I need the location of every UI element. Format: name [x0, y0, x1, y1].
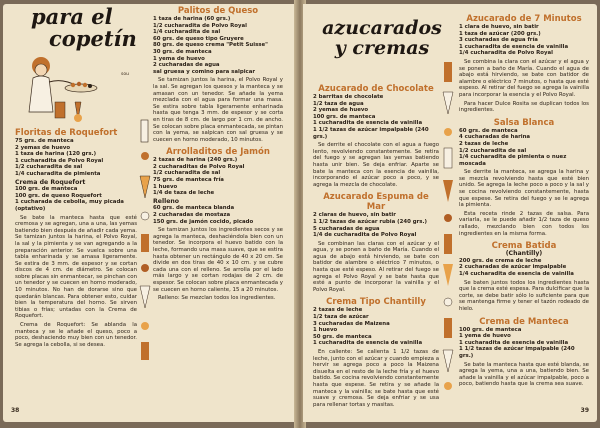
crema-manteca-method: Se bate la manteca hasta que esté blanda, se agrega la yema, una a una, batiendo bien. Se añade la vainilla y el azúcar impalpable, poco a poco, batiendo hasta que la crema sea suave.	[459, 361, 589, 388]
ingredient: 80 grs. de queso crema "Petit Suisse"	[153, 42, 268, 49]
ingredient: 1 cucharadita de Polvo Royal	[15, 157, 104, 164]
relleno-method: Relleno: Se mezclan todos los ingredientes.	[158, 295, 276, 302]
ingredient: 1 cucharadita de esencia de vainilla	[313, 120, 423, 127]
ingredient: 2 tazas de leche	[313, 307, 363, 314]
illustration-label: sou	[121, 72, 129, 77]
ingredient: 150 grs. de jamón cocido, picado	[153, 218, 254, 225]
ingredient: 1 cucharadita de esencia de vainilla	[459, 339, 569, 346]
palitos-recipe	[153, 6, 283, 302]
siete-minutos-method: Se combina la clara con el azúcar y el agua y se ponen a baño de María. Cuando el agua de abajo está hirviendo, se bate con batidor de alambre o eléctrico 7 minutos, o hasta que esté espeso. Al retirar del fuego se agrega la vainilla para incorporar la esencia y el Polvo Royal.	[459, 58, 589, 98]
ingredient: 1/2 taza de azúcar	[313, 314, 369, 321]
page-number-left: 38	[11, 407, 20, 414]
ingredient: 3 cucharadas de Maizena	[313, 320, 390, 327]
ingredient: 1 1/2 tazas de azúcar rubia (240 grs.)	[313, 218, 427, 225]
ingredient: 4 cucharadas de harina	[459, 134, 531, 141]
ingredient: 2 yemas de huevo	[15, 144, 71, 151]
ingredient: 1 huevo	[313, 327, 338, 334]
ingredient: 75 grs. de manteca	[15, 138, 74, 144]
salsa-blanca-title: Salsa Blanca	[493, 117, 555, 128]
floritas-ingredients	[15, 138, 137, 178]
crema-manteca-title: Crema de Manteca	[479, 316, 569, 327]
ingredient: 1 clara de huevo, sin batir	[459, 24, 539, 30]
relleno-subtitle: Relleno	[153, 197, 180, 205]
ingredient: 1/4 cucharadita de esencia de vainilla	[459, 271, 574, 277]
ingredient: 60 grs. de manteca	[459, 127, 518, 134]
ingredient: 1/4 cucharadita de sal	[153, 29, 221, 36]
chantilly-title: Crema Tipo Chantilly	[326, 297, 426, 308]
ingredient: 1 yema de huevo	[459, 333, 511, 340]
ingredient: 60 grs. de manteca blanda	[153, 205, 235, 212]
espuma-method: Se combinan las claras con el azúcar y el agua, y se ponen a baño de María. Cuando el agua de abajo está hirviendo, se bate con batidor de alambre o eléctrico 7 minutos, o hasta que esté espeso. Al retirar del fuego se agrega el Polvo Royal y se bate hasta que esté a punto de incorporar la vainilla y el Polvo Royal.	[313, 240, 439, 293]
ingredient: 2 cucharaditas de Polvo Royal	[153, 163, 245, 170]
ingredient: 2 barritas de chocolate	[313, 94, 384, 100]
siete-minutos-title: Azucarado de 7 Minutos	[466, 14, 582, 24]
ingredient: 3 cucharadas de agua fría	[459, 37, 538, 44]
ingredient: 2 tazas de leche	[459, 140, 509, 147]
crema-batida-title: Crema Batida	[491, 241, 557, 252]
ingredient: 1/4 cucharadita de Polvo Royal	[459, 50, 553, 57]
ingredient: 100 grs. de manteca	[313, 113, 376, 120]
ingredient: 1 huevo	[153, 183, 178, 190]
ingredient: 2 tazas de harina (240 grs.)	[153, 157, 238, 164]
ingredient: 1/2 cucharadita de sal	[15, 164, 83, 171]
palitos-method: Se tamizan juntos la harina, el Polvo Royal y la sal. Se agregan los quesos y la manteca y se amasan con un tenedor. Se añade la yema mezclada con el agua para formar una masa. Se estira sobre tabla ligeramente enharinada hasta que tenga 3 mm. de espesor y se corta en tiras de 8 cm. de largo por 1 cm. de ancho. Se colocan sobre placa enmantecada, se pintan con la yema, se salpican con sal gruesa y se cuecen en horno moderado, 10 minutos.	[153, 77, 283, 143]
chocolate-method: Se derrite el chocolate con el agua a fuego lento, revolviendo constantemente. Se retira del fuego y se agregan las yemas batiendo hasta unir bien. Se deja enfriar. Aparte se bate la manteca con la esencia de vainilla, incorporando el azúcar poco a poco, y se agrega la mezcla de chocolate.	[313, 142, 439, 188]
ingredient: 200 grs. de crema de leche	[459, 257, 542, 264]
ingredient: 1 cucharadita de esencia de vainilla	[459, 43, 569, 50]
ingredient: 2 yemas de huevo	[313, 107, 369, 114]
kitchen-utensils-illustration	[439, 58, 457, 398]
chantilly-method: En caliente: Se calienta 1 1/2 tazas de leche, junto con el azúcar y cuando empieza a hervir se agrega poco a poco la Maizena disuelta en el resto de la leche fría y el huevo batido. Se cocina revolviendo constantemente hasta que espese. Se retira y se añade la manteca y la vainilla; se bate hasta que esté suave y cremosa. Se deja enfriar y se usa para rellenar tortas y masitas.	[313, 349, 439, 408]
right-left-column	[313, 84, 439, 408]
chocolate-title: Azucarado de Chocolate	[318, 84, 434, 94]
ingredient: 50 grs. de manteca	[313, 333, 372, 340]
right-page-title: azucarados y cremas	[322, 17, 442, 59]
ingredient: 1/4 cucharadita de pimienta o nuez moscada	[459, 154, 567, 167]
page-number-right: 39	[580, 407, 589, 414]
ingredient: 1 yema de huevo	[153, 55, 205, 62]
palitos-title: Palitos de Queso	[177, 6, 259, 16]
ingredient: 1/4 de taza de leche	[153, 190, 215, 197]
espuma-title: Azucarado Espuma de Mar	[323, 192, 429, 213]
ingredient: 1 taza de harina (120 grs.)	[15, 151, 97, 158]
salsa-blanca-method: Se derrite la manteca, se agrega la harina y se mezcla revolviendo hasta que esté bien unido. Se agrega la leche poco a poco y la sal y se cocina revolviendo constantemente, hasta que espese. Se retira del fuego y se le agrega la pimienta.	[459, 169, 589, 209]
crema-batida-subtitle: (Chantilly)	[505, 250, 543, 258]
siete-minutos-note: Para hacer Dulce Rosita se duplican todos los ingredientes.	[459, 100, 589, 114]
ingredient: 1/2 cucharadita de sal	[153, 170, 221, 177]
ingredient: 60 grs. de queso tipo Gruyere	[153, 35, 244, 42]
arrolladitos-method: Se tamizan juntos los ingredientes secos y se agrega la manteca, deshaciéndola bien con un tenedor. Se incorpora el huevo batido con la leche, formando una masa suave, que se estira hasta obtener un rectángulo de 40 x 20 cm. Se divide en dos tiras de 40 x 10 cm. y se cubre cada una con el relleno. Se arrolla por el lado más largo y se cortan rodajas de 2 cm. de espesor. Se colocan sobre placa enmantecada y se cuecen en horno caliente, 15 a 20 minutos.	[153, 227, 283, 293]
right-page	[303, 4, 597, 422]
ingredient: 1 1/2 tazas de azúcar impalpable (240 grs.)	[459, 346, 575, 359]
ingredient: 1 1/2 tazas de azúcar impalpable (240 grs.)	[313, 126, 429, 140]
ingredient: 1/4 cucharadita de pimienta	[15, 170, 101, 177]
ingredient: 1/2 cucharadita de sal	[459, 147, 527, 154]
crema-batida-method: Se baten juntos todos los ingredientes hasta que la crema esté espesa. Para dulcificar que la corte, se debe batir sólo lo suficiente para que se mantenga firme y tener el tazón rodeado de hielo.	[459, 279, 589, 312]
floritas-title: Floritas de Roquefort	[15, 128, 118, 138]
ingredient: 2 cucharadas de mostaza	[153, 212, 231, 219]
ingredient: 2 claras de huevo, sin batir	[313, 212, 396, 219]
ingredient: 1/4 de cucharadita de Polvo Royal	[313, 232, 417, 239]
ingredient: 1/2 taza de agua	[313, 100, 364, 107]
left-page	[3, 4, 297, 422]
ingredient: 2 cucharadas de azúcar impalpable	[459, 264, 567, 271]
ingredient: 1 taza de azúcar (200 grs.)	[459, 30, 541, 37]
ingredient: 100 grs. de queso Roquefort	[15, 192, 102, 199]
woman-with-tray-illustration	[15, 52, 105, 124]
ingredient: 100 grs. de manteca	[459, 326, 522, 333]
ingredient: 1/2 cucharadita de Polvo Royal	[153, 22, 247, 29]
left-page-title: para el copetín	[31, 4, 137, 51]
floritas-method: Se bate la manteca hasta que esté cremosa y se agregan, una a una, las yemas batiendo bien después de añadir cada yema. Se tamizan juntos la harina, el Polvo Royal, la sal y la pimienta y se van agregando a la preparación anterior. Se vuelca sobre una tabla enharinada y se amasa ligeramente. Se estira de 3 mm. de espesor y se cortan discos de 4 cm. de diámetro. Se colocan sobre placas sin enmantecar, se pinchan con un tenedor y se cuecen en horno moderado, 10 minutos. No han de dorarse sino que quedarán blancas. Para obtener esto, cuidar bien la temperatura del horno. Se sirven tibias o frías; untadas con la Crema de Roquefort.	[15, 214, 137, 320]
ingredient: 30 grs. de manteca	[153, 48, 212, 55]
food-illustration-strip	[137, 116, 153, 366]
ingredient: 100 grs. de manteca	[15, 186, 78, 193]
ingredient: 1 taza de harina (60 grs.)	[153, 16, 231, 22]
ingredient: sal gruesa y comino para salpicar	[153, 68, 256, 75]
salsa-blanca-note: Esta receta rinde 2 tazas de salsa. Para variarla, se le puede añadir 1/2 taza de queso rallado, mezclando bien con todos los ingredientes en la misma forma.	[459, 210, 589, 237]
floritas-recipe	[15, 128, 137, 348]
crema-roquefort-method: Crema de Roquefort: Se ablanda la manteca y se le añade el queso, poco a poco, deshaciendo muy bien con un tenedor. Se agrega la cebolla, si se desea.	[15, 322, 137, 348]
right-right-column	[459, 14, 589, 388]
ingredient: 2 cucharadas de agua	[153, 62, 220, 69]
arrolladitos-title: Arrolladitos de Jamón	[166, 147, 270, 158]
crema-roquefort-subtitle: Crema de Roquefort	[15, 178, 86, 186]
ingredient: 1 cucharadita de esencia de vainilla	[313, 340, 423, 347]
ingredient: 75 grs. de manteca fría	[153, 177, 224, 184]
ingredient: 1 cucharada de cebolla, muy picada (optativo)	[15, 199, 124, 212]
ingredient: 5 cucharadas de agua	[313, 225, 380, 232]
